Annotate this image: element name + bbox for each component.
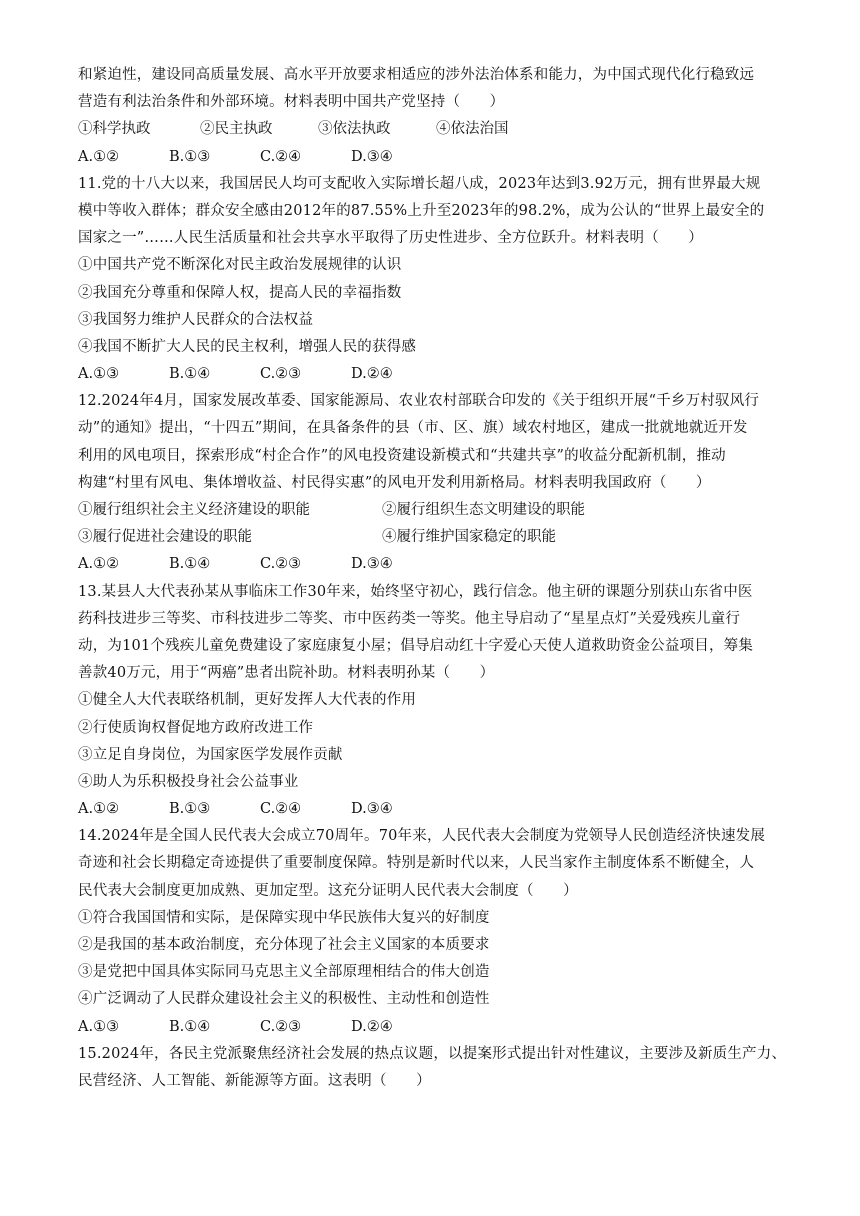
exam-page: [78, 62, 790, 1095]
answer-choice-b: B.①③: [169, 148, 211, 165]
option-item: ②行使质询权督促地方政府改进工作: [78, 719, 314, 736]
option-row: [78, 524, 790, 551]
option-item: ①符合我国国情和实际，是保障实现中华民族伟大复兴的好制度: [78, 909, 490, 926]
answer-choice-d: D.③④: [351, 556, 393, 573]
answer-choices: [78, 551, 790, 578]
answer-choice-d: D.②④: [351, 1018, 393, 1035]
question-12: [78, 388, 790, 578]
answer-choices: [78, 144, 790, 171]
question-text-line: 模中等收入群体；群众安全感由2012年的87.55%上升至2023年的98.2%，成为公认的“世界上最安全的: [78, 202, 765, 219]
option-item: ①科学执政: [78, 121, 151, 138]
question-text-line: 动，为101个残疾儿童免费建设了家庭康复小屋；倡导启动红十字爱心天使人道救助资金公益项目，筹集: [78, 637, 754, 654]
answer-choices: [78, 361, 790, 388]
question-text-line: 药科技进步三等奖、市科技进步二等奖、市中医药类一等奖。他主导启动了“星星点灯”关爱残疾儿童行: [78, 610, 741, 627]
answer-choice-d: D.②④: [351, 366, 393, 383]
question-11: [78, 171, 790, 389]
option-item: ④履行维护国家稳定的职能: [382, 529, 556, 546]
question-text-line: 15.2024年，各民主党派聚焦经济社会发展的热点议题，以提案形式提出针对性建议，主要涉及新质生产力、: [78, 1045, 787, 1062]
answer-choice-c: C.②③: [260, 556, 302, 573]
question-text-line: 构建“村里有风电、集体增收益、村民得实惠”的风电开发利用新格局。材料表明我国政府（ ）: [78, 474, 711, 491]
answer-choice-d: D.③④: [351, 148, 393, 165]
answer-choice-c: C.②④: [260, 801, 302, 818]
question-14: [78, 823, 790, 1041]
question-10: [78, 62, 790, 171]
option-item: ③是党把中国具体实际同马克思主义全部原理相结合的伟大创造: [78, 964, 490, 981]
question-text-line: 奇迹和社会长期稳定奇迹提供了重要制度保障。特别是新时代以来，人民当家作主制度体系不断健全，人: [78, 855, 755, 872]
answer-choice-d: D.③④: [351, 801, 393, 818]
answer-choices: [78, 1014, 790, 1041]
question-15: [78, 1041, 790, 1095]
answer-choice-c: C.②④: [260, 148, 302, 165]
option-item: ③依法执政: [318, 121, 391, 138]
question-text-line: 营造有利法治条件和外部环境。材料表明中国共产党坚持（ ）: [78, 94, 505, 111]
answer-choice-a: A.①③: [78, 1018, 120, 1035]
option-item: ①中国共产党不断深化对民主政治发展规律的认识: [78, 257, 402, 274]
question-text-line: 国家之一”……人民生活质量和社会共享水平取得了历史性进步、全方位跃升。材料表明（ ）: [78, 230, 704, 247]
option-item: ③履行促进社会建设的职能: [78, 529, 252, 546]
answer-choice-b: B.①④: [169, 556, 211, 573]
option-item: ②履行组织生态文明建设的职能: [382, 502, 585, 518]
option-row: [78, 116, 790, 143]
answer-choice-c: C.②③: [260, 1018, 302, 1035]
option-item: ③我国努力维护人民群众的合法权益: [78, 311, 314, 328]
answer-choice-b: B.①④: [169, 366, 211, 383]
question-text-line: 民代表大会制度更加成熟、更加定型。这充分证明人民代表大会制度（ ）: [78, 882, 578, 899]
answer-choices: [78, 796, 790, 823]
option-row: [78, 497, 790, 524]
question-text-line: 动”的通知》提出，“十四五”期间，在具备条件的县（市、区、旗）域农村地区，建成一批就地就近开发: [78, 420, 748, 437]
question-text-line: 和紧迫性，建设同高质量发展、高水平开放要求相适应的涉外法治体系和能力，为中国式现代化行稳致远: [78, 67, 755, 83]
option-item: ④我国不断扩大人民的民主权利，增强人民的获得感: [78, 338, 417, 355]
option-item: ③立足自身岗位，为国家医学发展作贡献: [78, 746, 343, 763]
question-text-line: 12.2024年4月，国家发展改革委、国家能源局、农业农村部联合印发的《关于组织开展“千乡万村驭风行: [78, 393, 760, 410]
answer-choice-a: A.①②: [78, 556, 120, 573]
answer-choice-a: A.①②: [78, 148, 120, 165]
answer-choice-b: B.①④: [169, 1018, 211, 1035]
option-item: ②是我国的基本政治制度，充分体现了社会主义国家的本质要求: [78, 937, 490, 953]
option-item: ④助人为乐积极投身社会公益事业: [78, 773, 299, 790]
option-item: ①履行组织社会主义经济建设的职能: [78, 502, 310, 518]
answer-choice-a: A.①③: [78, 366, 120, 383]
question-text-line: 14.2024年是全国人民代表大会成立70周年。70年来，人民代表大会制度为党领导人民创造经济快速发展: [78, 828, 766, 845]
question-text-line: 13.某县人大代表孙某从事临床工作30年来，始终坚守初心，践行信念。他主研的课题分别获山东省中医: [78, 583, 753, 600]
option-item: ①健全人大代表联络机制，更好发挥人大代表的作用: [78, 692, 417, 709]
option-item: ②我国充分尊重和保障人权，提高人民的幸福指数: [78, 284, 402, 301]
question-text-line: 民营经济、人工智能、新能源等方面。这表明（ ）: [78, 1072, 431, 1089]
answer-choice-a: A.①②: [78, 801, 120, 818]
option-item: ④广泛调动了人民群众建设社会主义的积极性、主动性和创造性: [78, 991, 490, 1008]
question-13: [78, 579, 790, 824]
question-text-line: 善款40万元，用于“两癌”患者出院补助。材料表明孙某（ ）: [78, 665, 495, 682]
question-text-line: 11.党的十八大以来，我国居民人均可支配收入实际增长超八成，2023年达到3.92万元，拥有世界最大规: [78, 175, 761, 192]
option-item: ②民主执政: [200, 121, 273, 138]
option-item: ④依法治国: [436, 121, 509, 138]
question-text-line: 利用的风电项目，探索形成“村企合作”的风电投资建设新模式和“共建共享”的收益分配新机制，推动: [78, 447, 726, 464]
answer-choice-b: B.①③: [169, 801, 211, 818]
answer-choice-c: C.②③: [260, 366, 302, 383]
